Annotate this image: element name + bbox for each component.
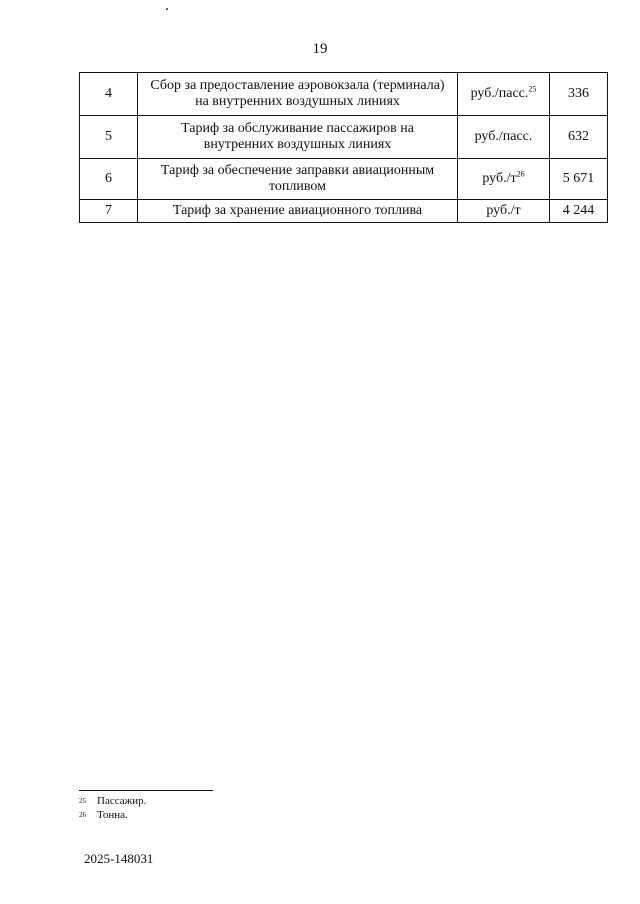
row-value: 4 244 (550, 200, 608, 223)
row-name (138, 73, 458, 116)
row-name-line: Тариф за хранение авиационного топлива (172, 203, 423, 218)
footnote-divider (79, 790, 213, 791)
table-row (80, 200, 608, 223)
row-name-line: Тариф за обеспечение заправки авиационным (160, 163, 435, 178)
table-row (80, 159, 608, 200)
document-code: 2025-148031 (84, 851, 154, 866)
row-number: 6 (80, 159, 138, 200)
row-name-line: Сбор за предоставление аэровокзала (терминала) (150, 78, 445, 93)
table-row (80, 73, 608, 116)
row-unit (458, 159, 550, 200)
footnote-mark: 25 (79, 797, 86, 805)
row-number: 5 (80, 116, 138, 159)
row-name (138, 200, 458, 223)
footnote-text: Тонна. (97, 809, 128, 821)
table-row (80, 116, 608, 159)
footnote (79, 795, 146, 808)
unit-text: руб./т (486, 203, 521, 218)
unit-text: руб./т (482, 171, 517, 186)
footnote-ref: 26 (516, 169, 525, 179)
row-name (138, 116, 458, 159)
scan-speck (166, 8, 168, 10)
row-name-line: Тариф за обслуживание пассажиров на (181, 121, 414, 136)
row-name (138, 159, 458, 200)
row-name-line: топливом (268, 179, 326, 194)
footnote-mark: 26 (79, 811, 86, 819)
row-value: 336 (550, 73, 608, 116)
row-number: 7 (80, 200, 138, 223)
row-name-line: внутренних воздушных линиях (203, 137, 392, 152)
row-name-line: на внутренних воздушных линиях (195, 94, 400, 109)
footnote-ref: 25 (528, 84, 537, 94)
row-value: 632 (550, 116, 608, 159)
row-number: 4 (80, 73, 138, 116)
row-unit (458, 116, 550, 159)
page-number: 19 (312, 41, 328, 57)
unit-text: руб./пасс. (474, 129, 533, 144)
row-unit (458, 73, 550, 116)
unit-text: руб./пасс. (470, 86, 529, 101)
footnote-text: Пассажир. (97, 795, 147, 807)
row-value: 5 671 (550, 159, 608, 200)
tariff-table (79, 72, 608, 223)
footnote (79, 809, 128, 822)
row-unit (458, 200, 550, 223)
